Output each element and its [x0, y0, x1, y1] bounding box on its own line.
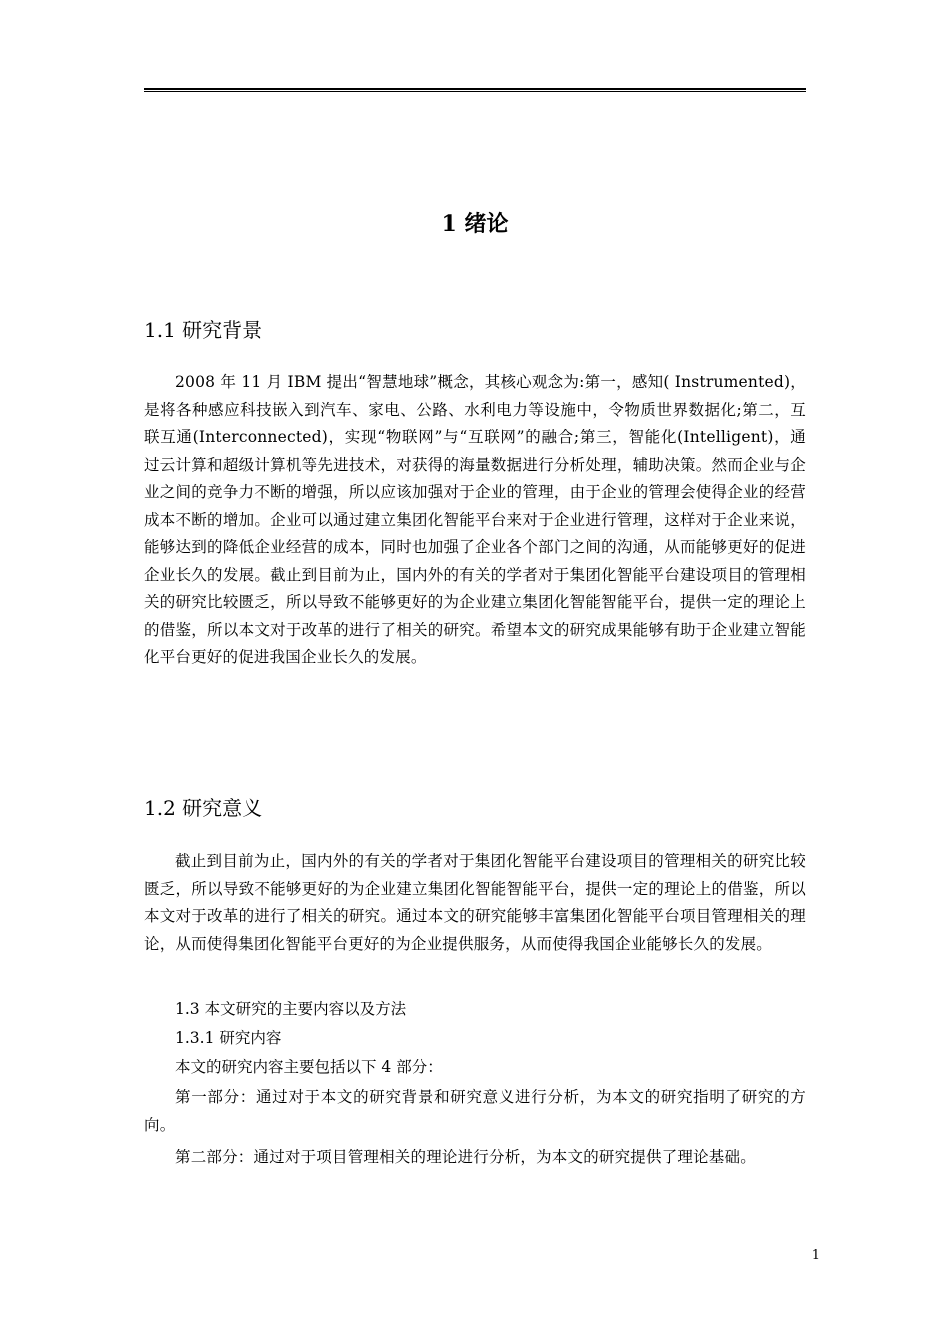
research-content-part-1: 第一部分：通过对于本文的研究背景和研究意义进行分析，为本文的研究指明了研究的方向。	[144, 1088, 806, 1134]
page-number: 1	[811, 1248, 820, 1263]
section-heading-1-1: 1.1 研究背景	[144, 318, 263, 342]
research-content-intro: 本文的研究内容主要包括以下 4 部分：	[175, 1058, 443, 1076]
section-1-2-paragraph: 截止到目前为止，国内外的有关的学者对于集团化智能平台建设项目的管理相关的研究比较匮乏，所以导致不能够更好的为企业建立集团化智能智能平台，提供一定的理论上的借鉴，所以本文对于改革的进行了相关的研究。通过本文的研究能够丰富集团化智能平台项目管理相关的理论，从而使得集团化智能平台更好的为企业提供服务，从而使得我国企业能够长久的发展。	[144, 852, 806, 953]
subsection-heading-1-3-1: 1.3.1 研究内容	[175, 1029, 282, 1047]
section-1-1-paragraph: 2008 年 11 月 IBM 提出“智慧地球”概念，其核心观念为:第一，感知( Instrumented)，是将各种感应科技嵌入到汽车、家电、公路、水利电力等设施中，令物质世界数据化;第二，互联互通(Interconnected)，实现“物联网”与“互联网”的融合;第三，智能化(Intelligent)，通过云计算和超级计算机等先进技术，对获得的海量数据进行分析处理，辅助决策。然而企业与企业之间的竞争力不断的增强，所以应该加强对于企业的管理，由于企业的管理会使得企业的经营成本不断的增加。企业可以通过建立集团化智能平台来对于企业进行管理，这样对于企业来说，能够达到的降低企业经营的成本，同时也加强了企业各个部门之间的沟通，从而能够更好的促进企业长久的发展。截止到目前为止，国内外的有关的学者对于集团化智能平台建设项目的管理相关的研究比较匮乏，所以导致不能够更好的为企业建立集团化智能智能平台，提供一定的理论上的借鉴，所以本文对于改革的进行了相关的研究。希望本文的研究成果能够有助于企业建立智能化平台更好的促进我国企业长久的发展。	[144, 373, 806, 666]
header-rule-top	[144, 88, 806, 90]
header-rule-bottom	[144, 91, 806, 92]
chapter-title: 1 绪论	[441, 211, 509, 237]
section-heading-1-3: 1.3 本文研究的主要内容以及方法	[175, 1000, 407, 1018]
research-content-part-2: 第二部分：通过对于项目管理相关的理论进行分析，为本文的研究提供了理论基础。	[175, 1148, 756, 1166]
section-heading-1-2: 1.2 研究意义	[144, 796, 263, 820]
